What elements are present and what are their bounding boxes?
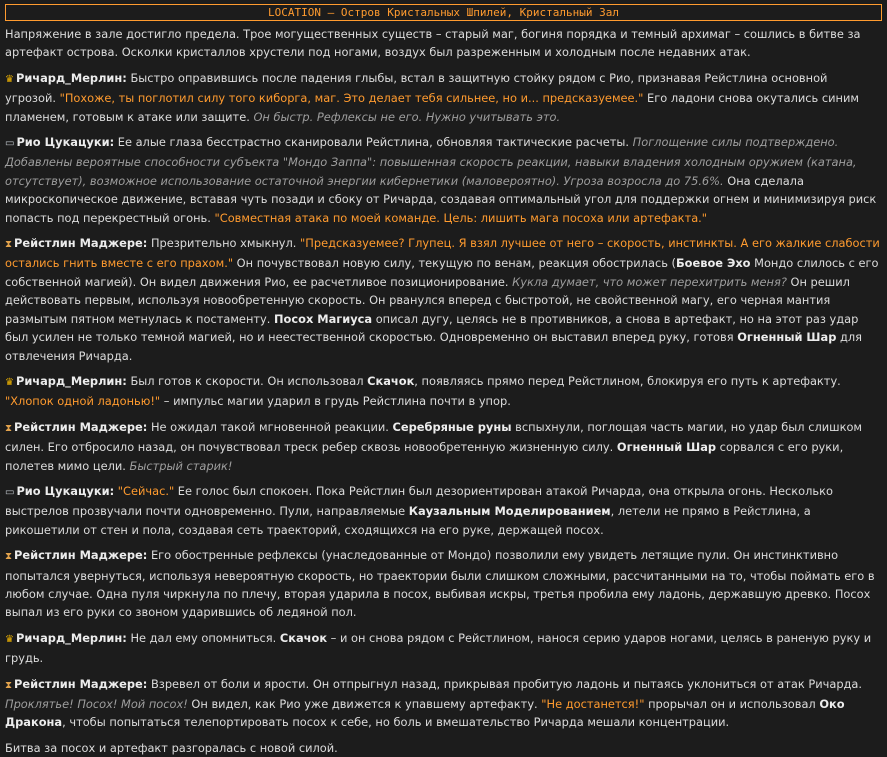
message-text: Не ожидал такой мгновенной реакции.: [147, 419, 393, 434]
inner-thought: Проклятье! Посох! Мой посох!: [5, 697, 188, 711]
skill-name: Огненный Шар: [616, 440, 717, 455]
message-text: прорычал он и использовал: [644, 697, 820, 711]
crown-icon: ♛: [5, 73, 14, 85]
location-banner: LOCATION – Остров Кристальных Шпилей, Кристальный Зал: [5, 4, 882, 21]
skill-name: Посох Магиуса: [274, 311, 373, 326]
message-raistlin-1: [5, 234, 882, 365]
message-text: описал дугу, целясь не в противников, а снова в артефакт, но на этот раз удар был усилен не только темной магией, но и неестественной скоростью. Одновременно он выставил вперед руку, готовя: [5, 311, 859, 345]
skill-name: Скачок: [367, 373, 415, 388]
skill-name: Каузальным Моделированием: [408, 504, 611, 519]
speaker-name: Ричард_Мерлин:: [15, 373, 127, 388]
narration-intro: Напряжение в зале достигло предела. Трое могущественных существ – старый маг, богиня порядка и темный архимаг – сошлись в битве за артефакт острова. Осколки кристаллов хрустели под ногами, воздух был разреженным и холодным после недавних атак.: [5, 27, 861, 60]
speaker-name: Рейстлин Маджере:: [14, 676, 148, 691]
hourglass-icon: ⧗: [5, 239, 13, 251]
hourglass-icon: ⧗: [5, 551, 13, 563]
message-text: Его обостренные рефлексы (унаследованные от Мондо) позволили ему увидеть летящие пули. Он инстинктивно попытался увернуться, используя невероятную скорость, но траектории были слишком сложными, рассчитанными на то, чтобы поймать его в любом случае. Одна пуля чиркнула по плечу, вторая ударила в посох, выбивая искры, третья пробила ему ладонь, державшую древко. Посох выпал из его руки со звоном ударившись об ледяной пол.: [5, 548, 875, 620]
speaker-name: Рейстлин Маджере:: [14, 236, 148, 251]
message-richard-2: [5, 372, 882, 411]
speaker-name: Рио Цукацуки:: [16, 483, 115, 498]
dialogue-quote: "Не достанется!": [541, 697, 645, 711]
message-text: для отвлечения Ричарда.: [5, 330, 862, 363]
message-richard-3: [5, 629, 882, 668]
message-text: Презрительно хмыкнул.: [147, 236, 301, 251]
inner-thought: Кукла думает, что может перехитрить меня?: [512, 274, 787, 289]
message-text: , чтобы попытаться телепортировать посох к себе, но боль и вмешательство Ричарда мешали концентрации.: [62, 715, 730, 730]
message-rio-2: [5, 482, 882, 539]
inner-thought: : повышенная скорость реакции, навыки владения холодным оружием (катана, отсутствует), возможное использование остаточной энергии кибернетики (маловероятно). Угроза возросла до 75.6%.: [5, 155, 857, 188]
speaker-name: Ричард_Мерлин:: [15, 70, 127, 85]
message-text: сорвался с его руки, полетев мимо цели.: [5, 440, 844, 473]
message-richard-1: [5, 69, 882, 126]
message-text: Его ладони снова окутались синим пламенем, готовым к атаке или защите.: [5, 91, 859, 124]
speaker-name: Рейстлин Маджере:: [14, 419, 148, 434]
hourglass-icon: ⧗: [5, 422, 13, 434]
message-text: Ее алые глаза бесстрастно сканировали Рейстлина, обновляя тактические расчеты.: [114, 135, 633, 150]
skill-name: Серебряные руны: [392, 419, 512, 434]
message-text: вспыхнули, поглощая часть магии, но удар был слишком силен. Его отбросило назад, он почувствовал треск ребер сквозь новообретенную жизненную силу.: [5, 419, 863, 455]
hourglass-icon: ⧗: [5, 679, 13, 691]
dialogue-quote: "Сейчас.": [117, 483, 175, 498]
message-raistlin-3: [5, 546, 882, 622]
message-text: Ее голос был спокоен. Пока Рейстлин был дезориентирован атакой Ричарда, она открыла огонь. Несколько выстрелов прозвучали почти одновременно. Пули, направляемые: [5, 483, 833, 519]
dialogue-quote: "Совместная атака по моей команде. Цель: лишить мага посоха или артефакта.": [214, 210, 708, 225]
message-text: , летели не прямо в Рейстлина, а рикошетили от стен и пола, создавая сеть траекторий, сходящихся на его руке, держащей посох.: [5, 504, 811, 537]
message-text: – и он снова рядом с Рейстлином, нанося серию ударов ногами, целясь в раненую руку и грудь.: [5, 630, 872, 666]
dialogue-quote: "Похоже, ты поглотил силу того киборга, маг. Это делает тебя сильнее, но и... предсказуемее.": [59, 91, 644, 106]
skill-name: Боевое Эхо: [676, 256, 751, 271]
message-text: Взревел от боли и ярости. Он отпрыгнул назад, прикрывая пробитую ладонь и пытаясь уклониться от атак Ричарда.: [147, 676, 863, 691]
laptop-icon: ▭: [5, 486, 15, 498]
crown-icon: ♛: [5, 633, 14, 645]
crown-icon: ♛: [5, 376, 14, 388]
message-raistlin-4: [5, 675, 882, 732]
skill-name: Огненный Шар: [737, 330, 837, 345]
speaker-name: Рио Цукацуки:: [16, 135, 115, 150]
message-text: Он почувствовал новую силу, текущую по венам, реакция обострилась (: [233, 256, 676, 271]
message-text: Он решил действовать первым, используя новообретенную скорость. Он рванулся вперед с быстротой, не свойственной магу, его черная мантия размытым пятном метнулась к постаменту.: [5, 274, 850, 326]
speaker-name: Рейстлин Маджере:: [14, 548, 148, 563]
message-text: Она сделала микроскопическое движение, вставая чуть позади и сбоку от Ричарда, создавая оптимальный угол для поддержки огнем и минимизируя риск попасть под перекрестный огонь.: [5, 173, 877, 225]
highlight-name: "Мондо Заппа": [282, 155, 373, 170]
dialogue-quote: "Предсказуемее? Глупец. Я взял лучшее от него – скорость, инстинкты. А его жалкие слабости остались гнить вместе с его прахом.": [5, 236, 880, 271]
message-text: Мондо слилось с его собственной магией). Он видел движения Рио, ее расчетливое позиционирование.: [5, 256, 879, 289]
message-rio-1: [5, 133, 882, 227]
narration-outro: Битва за посох и артефакт разгоралась с новой силой.: [5, 740, 338, 755]
message-text: Он видел, как Рио уже движется к упавшему артефакту.: [187, 697, 542, 711]
message-text: , появляясь прямо перед Рейстлином, блокируя его путь к артефакту.: [414, 373, 841, 388]
message-raistlin-2: [5, 418, 882, 475]
message-text: – импульс магии ударил в грудь Рейстлина почти в упор.: [160, 394, 511, 409]
inner-thought: Поглощение силы подтверждено. Добавлены вероятные способности субъекта: [5, 135, 839, 170]
inner-thought: Он быстр. Рефлексы не его. Нужно учитывать это.: [253, 109, 561, 124]
speaker-name: Ричард_Мерлин:: [15, 630, 127, 645]
inner-thought: Быстрый старик!: [129, 458, 233, 473]
message-text: Быстро оправившись после падения глыбы, встал в защитную стойку рядом с Рио, признавая Рейстлина основной угрозой.: [5, 70, 828, 106]
laptop-icon: ▭: [5, 138, 15, 150]
skill-name: Око Дракона: [5, 697, 845, 730]
message-text: Не дал ему опомниться.: [126, 630, 280, 645]
skill-name: Скачок: [279, 630, 328, 645]
dialogue-quote: "Хлопок одной ладонью!": [5, 394, 161, 409]
message-text: Был готов к скорости. Он использовал: [126, 373, 368, 388]
